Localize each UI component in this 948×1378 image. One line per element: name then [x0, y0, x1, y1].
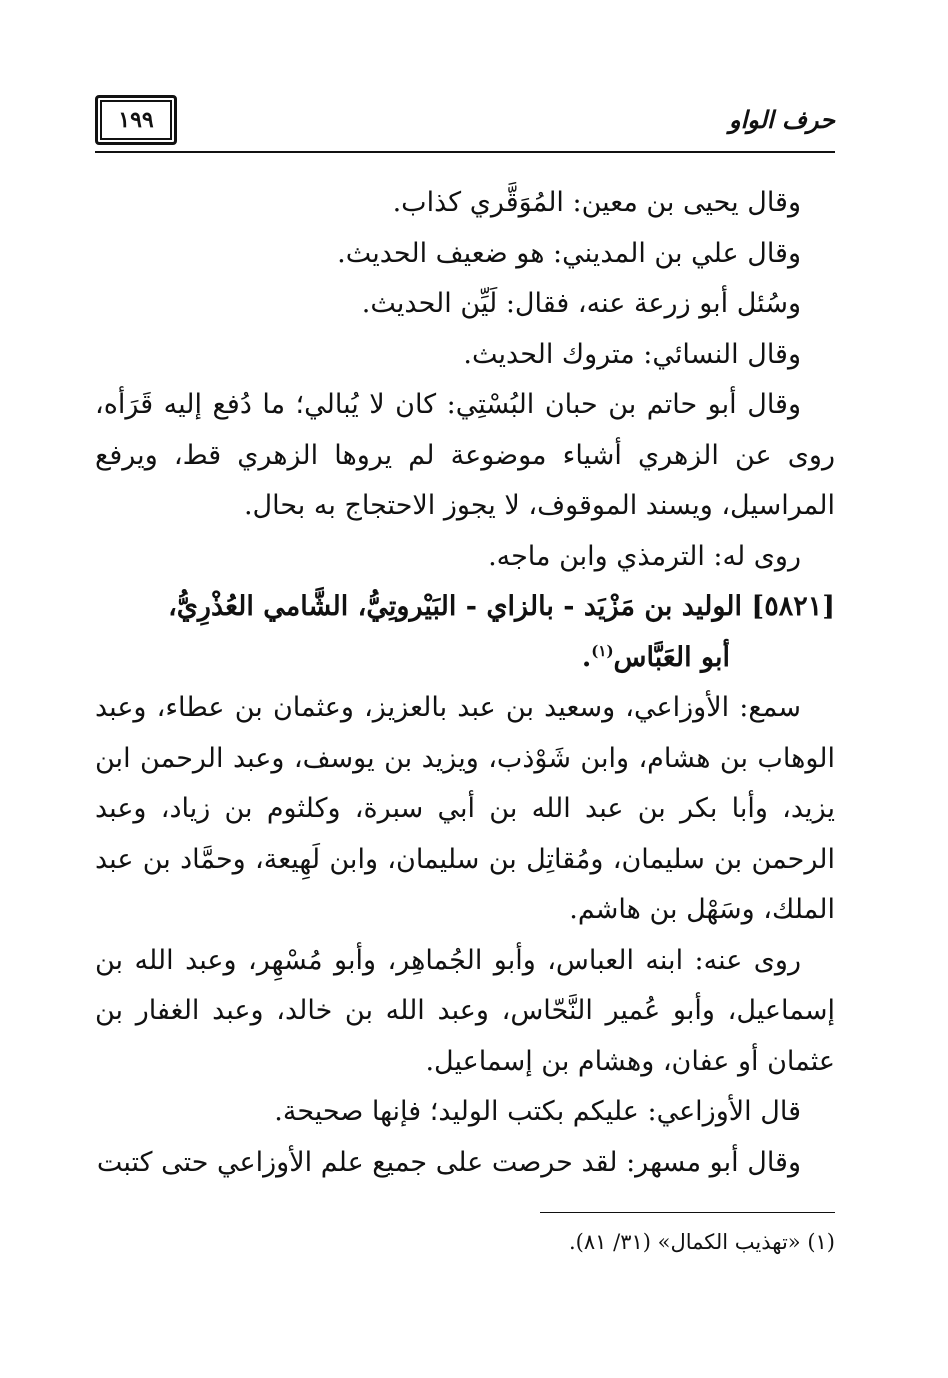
- page-header: [95, 95, 835, 153]
- paragraph: وقال علي بن المديني: هو ضعيف الحديث.: [337, 237, 801, 269]
- entry-heading-end: .: [581, 641, 592, 673]
- paragraph: سمع: الأوزاعي، وسعيد بن عبد بالعزيز، وعثمان بن عطاء، وعبد الوهاب بن هشام، وابن شَوْذب، ويزيد بن يوسف، وعبد الرحمن ابن يزيد، وأبا بكر بن عبد الله بن أبي سبرة، وكلثوم بن زياد، وعبد الرحمن بن سليمان، ومُقاتِل بن سليمان، وابن لَهِيعة، وحمَّاد بن عبد الملك، وسَهْل بن هاشم.: [95, 692, 835, 925]
- footnote: (١) «تهذيب الكمال» (٣١/ ٨١).: [569, 1230, 835, 1254]
- paragraph: وقال النسائي: متروك الحديث.: [463, 338, 801, 370]
- paragraph: روى عنه: ابنه العباس، وأبو الجُماهِر، وأبو مُسْهِر، وعبد الله بن إسماعيل، وأبو عُمير النَّحّاس، وعبد الله بن خالد، وعبد الغفار بن عثمان أو عفان، وهشام بن إسماعيل.: [95, 944, 835, 1077]
- paragraph: وقال أبو مسهر: لقد حرصت على جميع علم الأوزاعي حتى كتبت: [96, 1146, 801, 1178]
- entry-heading-line2: [95, 633, 835, 684]
- paragraph: وقال يحيى بن معين: المُوَقَّري كذاب.: [392, 187, 801, 218]
- paragraph: وسُئل أبو زرعة عنه، فقال: لَيِّن الحديث.: [361, 288, 801, 319]
- footnote-divider: [540, 1212, 835, 1213]
- entry-heading-name: أبو العَبَّاس: [613, 641, 730, 673]
- chapter-title: حرف الواو: [729, 105, 835, 134]
- entry-heading-line1: [٥٨٢١] الوليد بن مَزْيَد - بالزاي - البَيْروتِيُّ، الشَّامي العُذْرِيُّ،: [168, 591, 835, 622]
- footnote-ref[interactable]: (١): [591, 641, 614, 660]
- paragraph: قال الأوزاعي: عليكم بكتب الوليد؛ فإنها صحيحة.: [274, 1096, 801, 1127]
- page-number: ١٩٩: [95, 95, 177, 145]
- entry-heading: [95, 582, 835, 683]
- paragraph: روى له: الترمذي وابن ماجه.: [488, 540, 801, 572]
- paragraph: وقال أبو حاتم بن حبان البُسْتِي: كان لا يُبالي؛ ما دُفع إليه قَرَأه، روى عن الزهري أشياء موضوعة لم يروها الزهري قط، ويرفع المراسيل، ويسند الموقوف، لا يجوز الاحتجاج به بحال.: [95, 389, 835, 521]
- main-text: [95, 178, 835, 1188]
